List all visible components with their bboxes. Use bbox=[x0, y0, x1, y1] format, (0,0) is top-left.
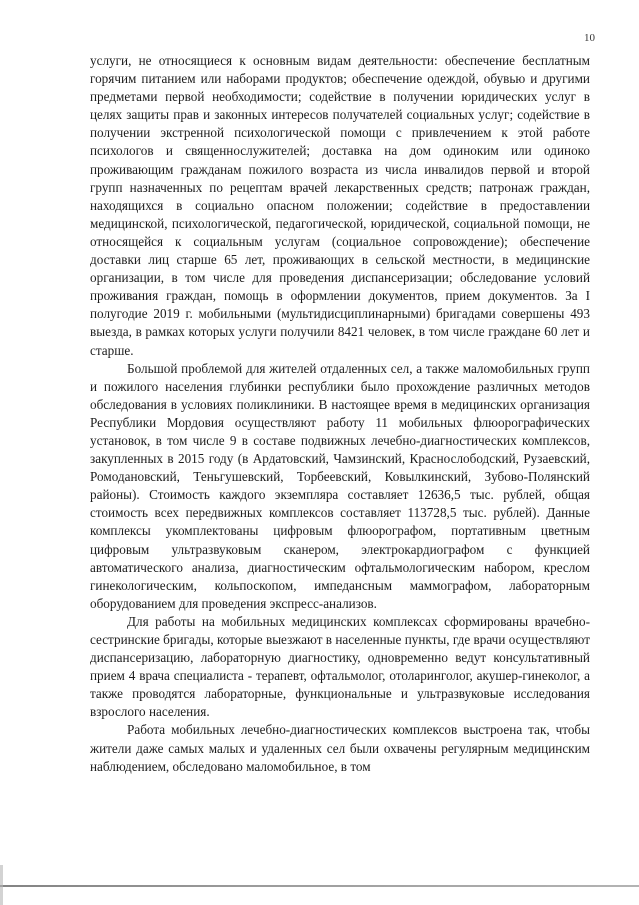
paragraph-continuation: услуги, не относящиеся к основным видам деятельности: обеспечение бесплатным горячим питанием или наборами продуктов; обеспечение одеждой, обувью и другими предметами первой необходимости; содействие в получении юридических услуг в целях защиты прав и законных интересов получателей социальных услуг; содействие в получении экстренной психологической помощи с привлечением к этой работе психологов и священнослужителей; доставка на дом одиноким или одиноко проживающим гражданам пожилого возраста из числа инвалидов первой и второй групп назначенных по рецептам врачей лекарственных средств; патронаж граждан, находящихся в социально опасном положении; содействие в предоставлении медицинской, психологической, педагогической, юридической, социальной помощи, не относящейся к социальным услугам (социальное сопровождение); обеспечение доставки лиц старше 65 лет, проживающих в сельской местности, в медицинские организации, в том числе для проведения диспансеризации; обследование условий проживания граждан, помощь в оформлении документов, прием документов. За I полугодие 2019 г. мобильными (мультидисциплинарными) бригадами совершены 493 выезда, в рамках которых услуги получили 8421 человек, в том числе граждане 60 лет и старше. bbox=[90, 53, 590, 358]
body-text bbox=[90, 52, 590, 776]
scan-left-shadow bbox=[0, 865, 3, 905]
paragraph-mobile-diagnostics: Большой проблемой для жителей отдаленных сел, а также маломобильных групп и пожилого населения глубинки республики было прохождение различных методов обследования в условиях поликлиники. В настоящее время в медицинских организация Республики Мордовия осуществляют работу 11 мобильных флюорографических установок, в том числе 9 в составе подвижных лечебно-диагностических комплексов, закупленных в 2015 году (в Ардатовский, Чамзинский, Краснослободский, Рузаевский, Ромодановский, Теньгушевский, Торбеевский, Ковылкинский, Зубово-Полянский районы). Стоимость каждого экземпляра составляет 12636,5 тыс. рублей, общая стоимость всех передвижных комплексов составляет 113728,5 тыс. рублей). Данные комплексы укомплектованы цифровым флюорографом, портативным цветным цифровым ультразвуковым сканером, электрокардиографом с функцией автоматического анализа, диагностическим офтальмологическим набором, креслом гинекологическим, кольпоскопом, импедансным маммографом, лабораторным оборудованием для проведения экспресс-анализов. bbox=[90, 360, 590, 611]
page-number: 10 bbox=[584, 32, 595, 44]
scan-bottom-edge bbox=[0, 885, 639, 887]
paragraph-medical-teams: Для работы на мобильных медицинских комплексах сформированы врачебно-сестринские бригады, которые выезжают в населенные пункты, где врачи осуществляют диспансеризацию, лабораторную диагностику, одновременно ведут консультативный прием 4 врача специалиста - терапевт, офтальмолог, отоларинголог, акушер-гинеколог, а также проводятся лабораторные, функциональные и ультразвуковые исследования взрослого населения. bbox=[90, 613, 590, 720]
paragraph-complex-work: Работа мобильных лечебно-диагностических комплексов выстроена так, чтобы жители даже самых малых и удаленных сел были охвачены регулярным медицинским наблюдением, обследовано маломобильное, в том bbox=[90, 722, 590, 774]
